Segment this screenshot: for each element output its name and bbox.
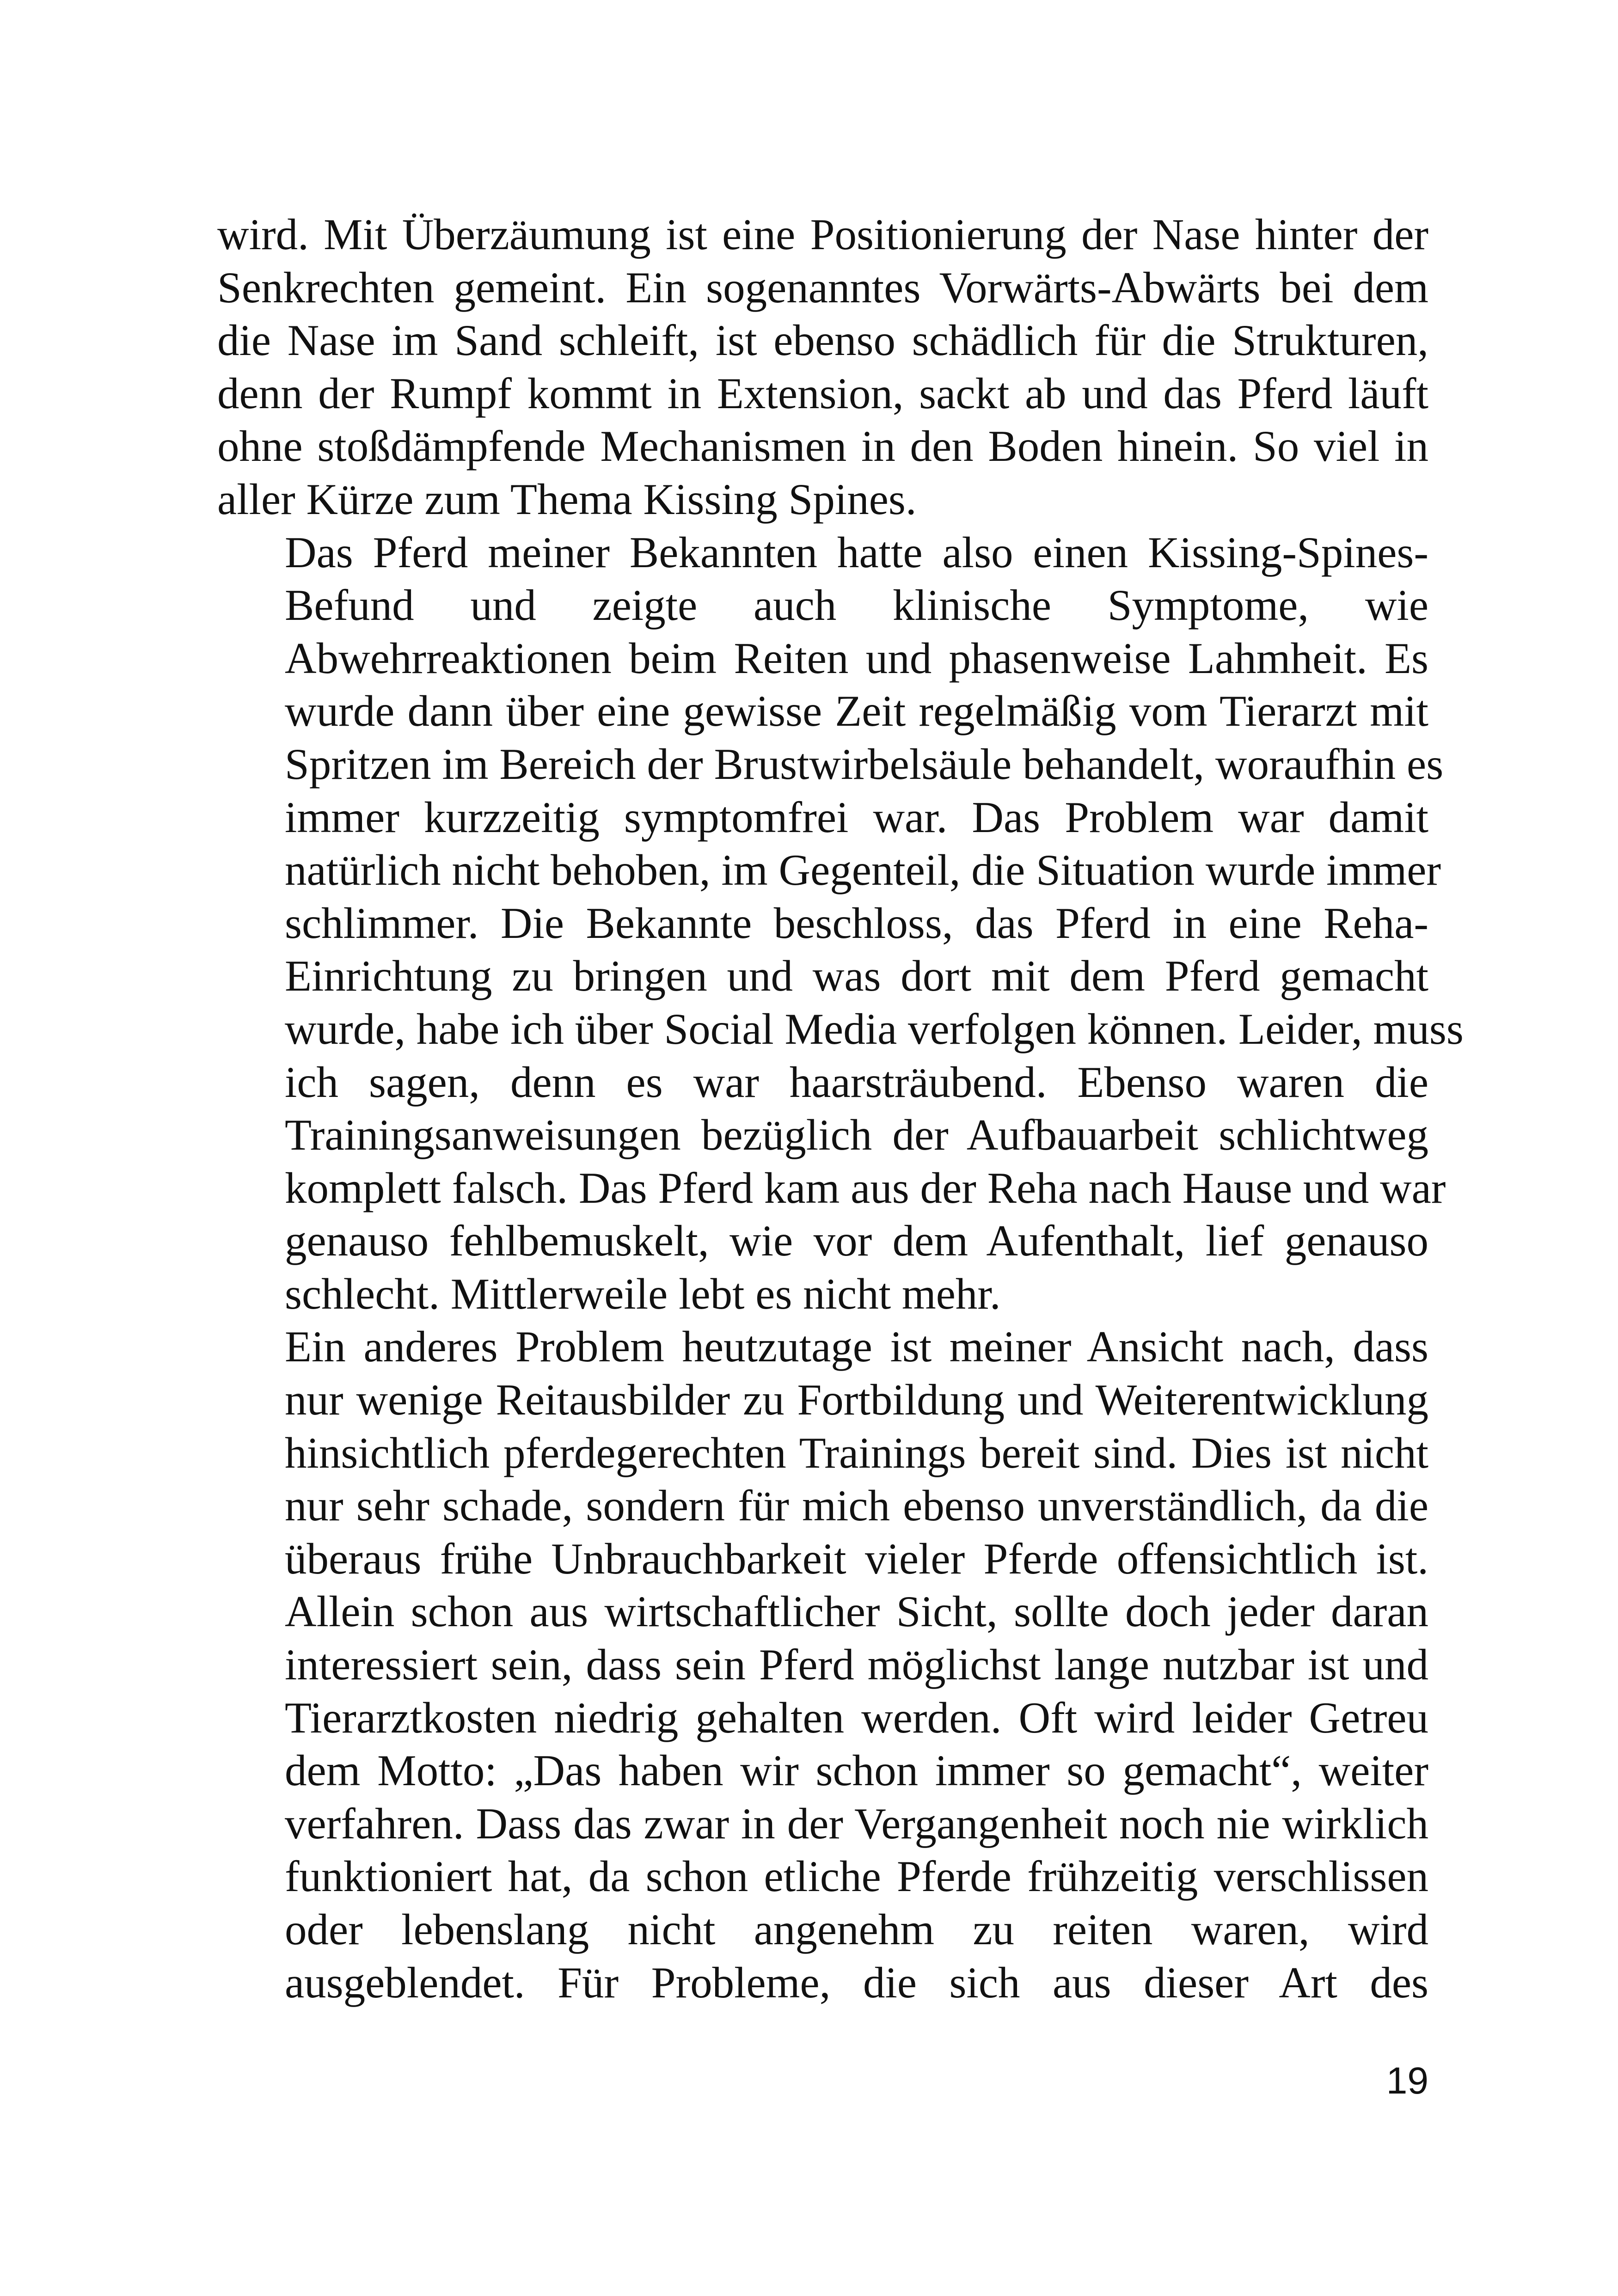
- text-line: denn der Rumpf kommt in Extension, sackt ab und das Pferd läuft: [217, 368, 1428, 418]
- text-line: natürlich nicht behoben, im Gegenteil, die Situation wurde immer: [285, 845, 1441, 895]
- paragraph: [217, 526, 1464, 1321]
- text-line: immer kurzzeitig symptomfrei war. Das Problem war damit: [285, 792, 1428, 842]
- text-line: wurde, habe ich über Social Media verfolgen können. Leider, muss: [285, 1004, 1464, 1053]
- text-line: wurde dann über eine gewisse Zeit regelmäßig vom Tierarzt mit: [285, 686, 1428, 736]
- text-line: die Nase im Sand schleift, ist ebenso schädlich für die Strukturen,: [217, 316, 1428, 365]
- text-line: Einrichtung zu bringen und was dort mit dem Pferd gemacht: [285, 951, 1428, 1001]
- text-line: dem Motto: „Das haben wir schon immer so gemacht“, weiter: [285, 1746, 1428, 1795]
- text-line: schlimmer. Die Bekannte beschloss, das Pferd in eine Reha-: [285, 898, 1428, 948]
- paragraph: [217, 1320, 1428, 2009]
- text-line: oder lebenslang nicht angenehm zu reiten waren, wird: [285, 1905, 1428, 1954]
- text-line: Das Pferd meiner Bekannten hatte also einen Kissing-Spines-: [285, 527, 1428, 577]
- text-line: hinsichtlich pferdegerechten Trainings bereit sind. Dies ist nicht: [285, 1428, 1428, 1477]
- text-line: genauso fehlbemuskelt, wie vor dem Aufenthalt, lief genauso: [285, 1216, 1428, 1266]
- text-line: interessiert sein, dass sein Pferd möglichst lange nutzbar ist und: [285, 1640, 1428, 1690]
- text-line: nur sehr schade, sondern für mich ebenso unverständlich, da die: [285, 1481, 1428, 1531]
- text-line: wird. Mit Überzäumung ist eine Positionierung der Nase hinter der: [217, 210, 1428, 259]
- text-line: aller Kürze zum Thema Kissing Spines.: [217, 474, 917, 524]
- text-line: verfahren. Dass das zwar in der Vergangenheit noch nie wirklich: [285, 1799, 1428, 1848]
- text-line: Senkrechten gemeint. Ein sogenanntes Vorwärts-Abwärts bei dem: [217, 263, 1428, 312]
- text-line: Ein anderes Problem heutzutage ist meiner Ansicht nach, dass: [285, 1322, 1428, 1371]
- text-line: Allein schon aus wirtschaftlicher Sicht, sollte doch jeder daran: [285, 1587, 1428, 1636]
- text-line: Spritzen im Bereich der Brustwirbelsäule behandelt, woraufhin es: [285, 739, 1444, 789]
- text-line: Trainingsanweisungen bezüglich der Aufbauarbeit schlichtweg: [285, 1110, 1428, 1160]
- text-line: Tierarztkosten niedrig gehalten werden. Oft wird leider Getreu: [285, 1693, 1428, 1742]
- text-line: ich sagen, denn es war haarsträubend. Ebenso waren die: [285, 1057, 1428, 1107]
- text-line: Befund und zeigte auch klinische Symptome, wie: [285, 581, 1428, 630]
- text-line: ausgeblendet. Für Probleme, die sich aus dieser Art des: [285, 1958, 1428, 2007]
- paragraph: [217, 208, 1428, 526]
- text-line: überaus frühe Unbrauchbarkeit vieler Pferde offensichtlich ist.: [285, 1534, 1428, 1583]
- text-line: Abwehrreaktionen beim Reiten und phasenweise Lahmheit. Es: [285, 633, 1428, 683]
- text-line: nur wenige Reitausbilder zu Fortbildung und Weiterentwicklung: [285, 1375, 1428, 1425]
- body-text: [217, 208, 1464, 2009]
- text-line: funktioniert hat, da schon etliche Pferde frühzeitig verschlissen: [285, 1852, 1428, 1901]
- text-line: ohne stoßdämpfende Mechanismen in den Boden hinein. So viel in: [217, 422, 1428, 471]
- text-line: schlecht. Mittlerweile lebt es nicht mehr.: [285, 1269, 1001, 1318]
- text-line: komplett falsch. Das Pferd kam aus der Reha nach Hause und war: [285, 1163, 1446, 1212]
- page-number: 19: [1386, 2060, 1428, 2102]
